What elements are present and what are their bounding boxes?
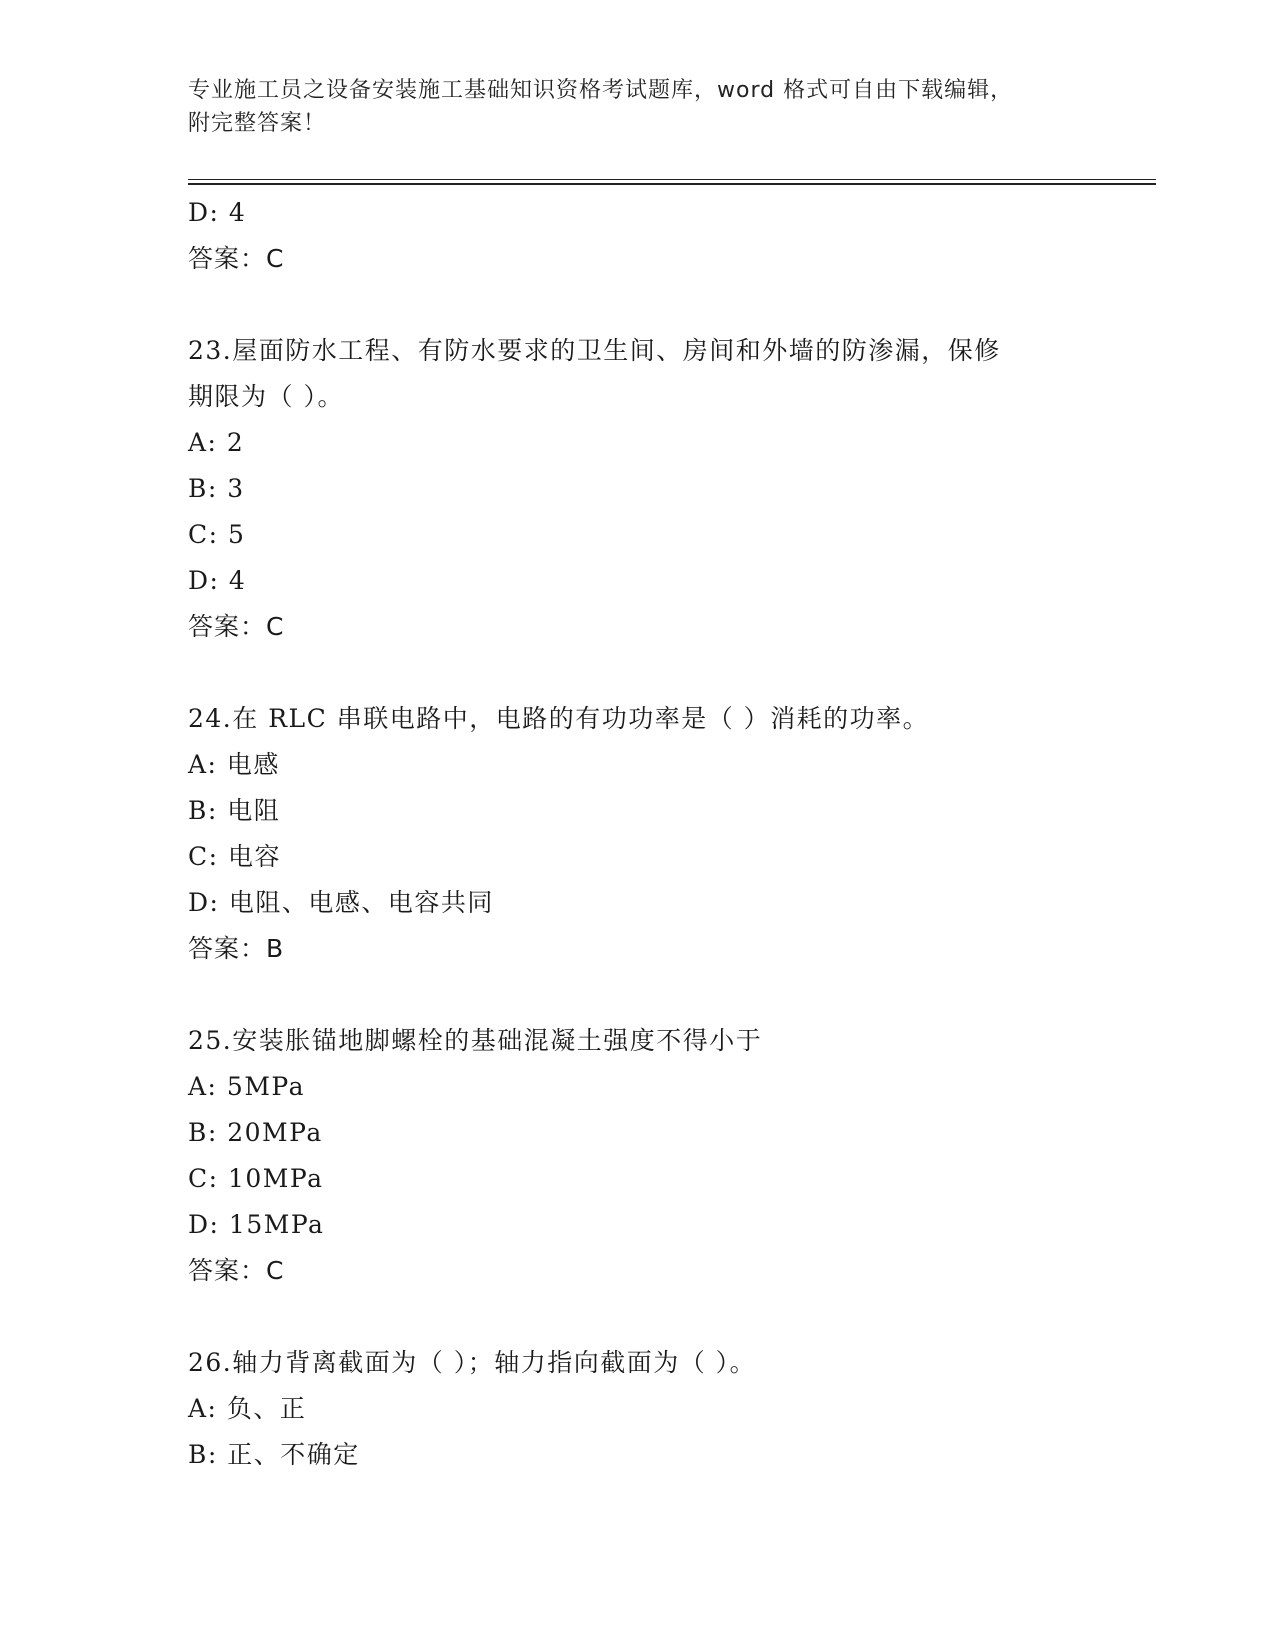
question-26 (188, 1340, 1128, 1478)
header-line-1: 专业施工员之设备安装施工基础知识资格考试题库，word 格式可自由下载编辑， (188, 78, 1014, 103)
option-c: C: 5 (188, 520, 246, 549)
answer: 答案：C (188, 1256, 285, 1285)
question-list (188, 190, 1128, 1478)
question-24 (188, 696, 1128, 972)
question-text: 25.安装胀锚地脚螺栓的基础混凝土强度不得小于 (188, 1026, 763, 1055)
option-b: B: 3 (188, 474, 245, 503)
option-d: D: 电阻、电感、电容共同 (188, 888, 494, 917)
option-c: C: 电容 (188, 842, 281, 871)
option-b: B: 20MPa (188, 1118, 323, 1147)
option-d: D: 15MPa (188, 1210, 325, 1239)
option-d: D: 4 (188, 566, 247, 595)
question-25 (188, 1018, 1128, 1294)
prev-option-d: D: 4 (188, 198, 247, 227)
option-a: A: 2 (188, 428, 245, 457)
question-text: 26.轴力背离截面为（ ）；轴力指向截面为（ ）。 (188, 1348, 757, 1377)
question-text: 24.在 RLC 串联电路中，电路的有功功率是（ ）消耗的功率。 (188, 704, 930, 733)
question-text: 23.屋面防水工程、有防水要求的卫生间、房间和外墙的防渗漏，保修 (188, 336, 1001, 365)
option-a: A: 电感 (188, 750, 280, 779)
option-a: A: 负、正 (188, 1394, 307, 1423)
option-b: B: 电阻 (188, 796, 281, 825)
header-line-2: 附完整答案！ (188, 111, 327, 136)
header-divider-thick (188, 183, 1156, 185)
document-header (188, 74, 1068, 140)
option-b: B: 正、不确定 (188, 1440, 360, 1469)
header-divider-thin (188, 179, 1156, 180)
answer: 答案：B (188, 934, 285, 963)
question-text-continued: 期限为（ ）。 (188, 382, 344, 411)
answer: 答案：C (188, 612, 285, 641)
question-23 (188, 328, 1128, 650)
prev-answer: 答案：C (188, 244, 285, 273)
option-c: C: 10MPa (188, 1164, 324, 1193)
option-a: A: 5MPa (188, 1072, 306, 1101)
